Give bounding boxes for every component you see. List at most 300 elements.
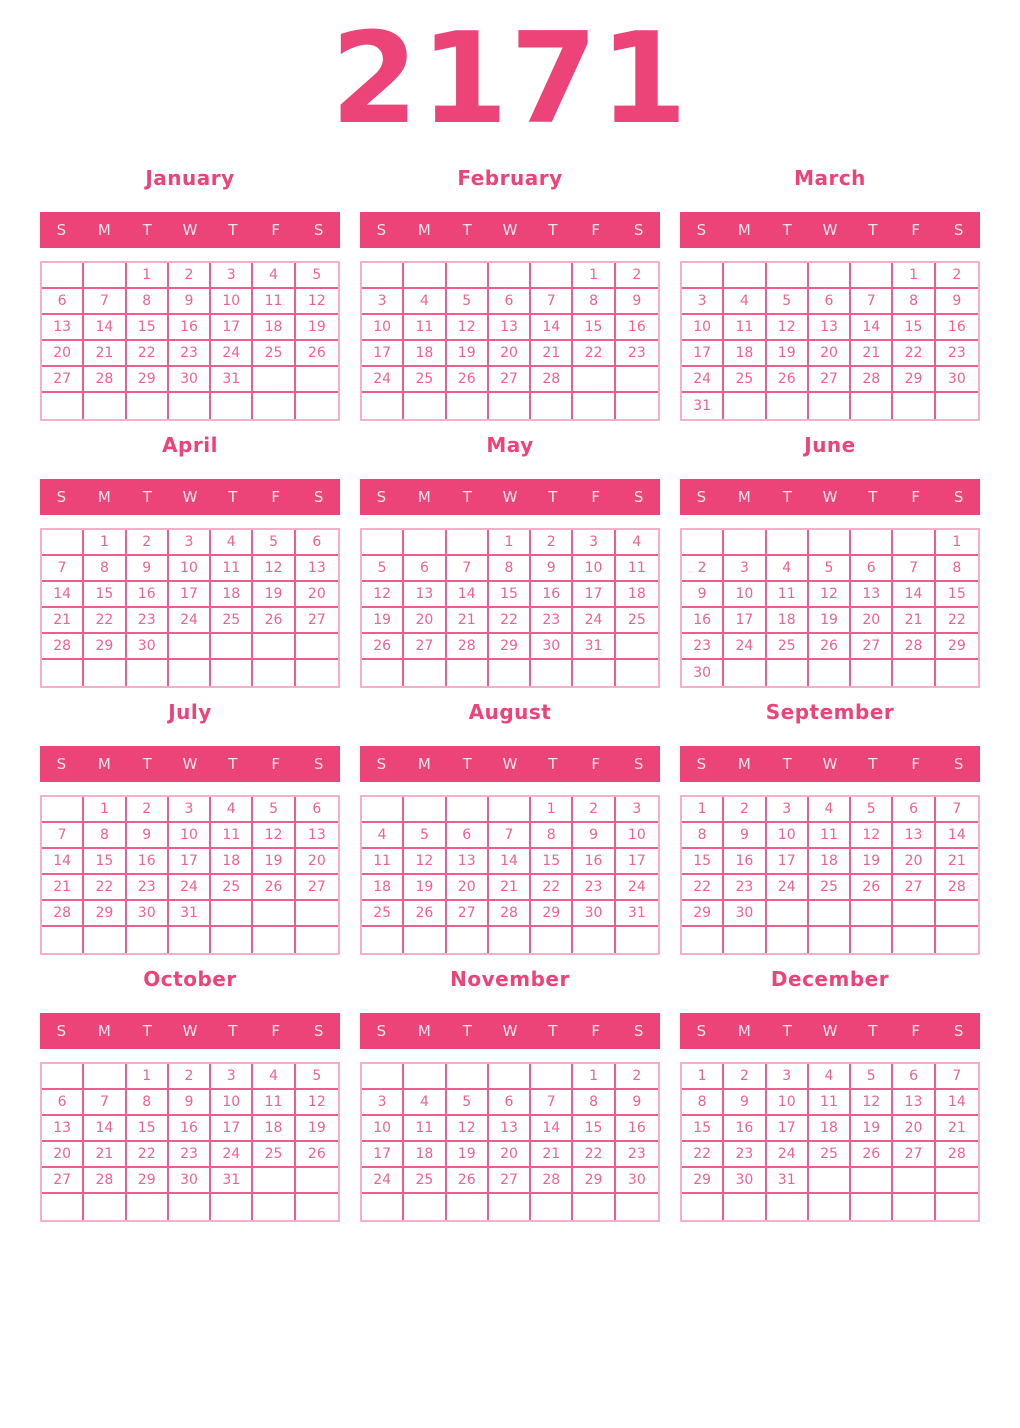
day-cell: 4 <box>211 797 253 823</box>
day-cell: 6 <box>489 1090 531 1116</box>
day-cell: 21 <box>42 875 84 901</box>
empty-day-cell <box>404 1064 446 1090</box>
weekday-label: M <box>97 1022 111 1040</box>
day-cell: 7 <box>531 289 573 315</box>
day-cell: 1 <box>531 797 573 823</box>
day-cell: 25 <box>362 901 404 927</box>
empty-day-cell <box>893 927 935 953</box>
weekday-label: T <box>782 221 792 239</box>
day-cell: 1 <box>936 530 978 556</box>
weekday-label: T <box>462 221 472 239</box>
day-cell: 15 <box>127 1116 169 1142</box>
day-cell: 4 <box>253 1064 295 1090</box>
day-cell: 30 <box>936 367 978 393</box>
week-row <box>42 289 338 315</box>
day-cell: 10 <box>767 1090 809 1116</box>
day-cell: 25 <box>809 1142 851 1168</box>
weekday-label: T <box>142 488 152 506</box>
empty-day-cell <box>127 1194 169 1220</box>
day-cell: 22 <box>936 608 978 634</box>
month-title: March <box>794 166 866 190</box>
empty-day-cell <box>127 393 169 419</box>
empty-day-cell <box>767 1194 809 1220</box>
empty-day-cell <box>253 1194 295 1220</box>
empty-day-cell <box>682 927 724 953</box>
month-block <box>680 969 980 1222</box>
day-cell: 1 <box>682 1064 724 1090</box>
day-cell: 2 <box>127 530 169 556</box>
week-row <box>362 582 658 608</box>
week-row <box>362 927 658 953</box>
day-cell: 27 <box>296 608 338 634</box>
empty-day-cell <box>253 927 295 953</box>
day-cell: 13 <box>296 556 338 582</box>
day-cell: 21 <box>42 608 84 634</box>
weekday-label: F <box>911 755 921 773</box>
day-cell: 28 <box>936 875 978 901</box>
weekday-label: W <box>182 221 198 239</box>
day-cell: 28 <box>893 634 935 660</box>
weekday-label: M <box>417 755 431 773</box>
day-cell: 20 <box>809 341 851 367</box>
day-cell: 3 <box>767 1064 809 1090</box>
day-cell: 2 <box>169 1064 211 1090</box>
day-cell: 29 <box>531 901 573 927</box>
day-cell: 11 <box>724 315 766 341</box>
day-cell: 19 <box>767 341 809 367</box>
week-row <box>42 660 338 686</box>
week-row <box>682 1194 978 1220</box>
day-cell: 28 <box>531 367 573 393</box>
day-cell: 30 <box>127 901 169 927</box>
empty-day-cell <box>253 367 295 393</box>
weekday-header-bar <box>360 1013 660 1049</box>
weekday-label: S <box>953 221 964 239</box>
week-row <box>362 660 658 686</box>
day-cell: 14 <box>489 849 531 875</box>
empty-day-cell <box>404 797 446 823</box>
month-block <box>40 435 340 688</box>
day-cell: 1 <box>127 1064 169 1090</box>
day-cell: 6 <box>851 556 893 582</box>
month-block <box>680 168 980 421</box>
day-cell: 9 <box>169 1090 211 1116</box>
day-cell: 3 <box>682 289 724 315</box>
day-cell: 11 <box>809 823 851 849</box>
day-cell: 3 <box>724 556 766 582</box>
empty-day-cell <box>84 393 126 419</box>
day-cell: 26 <box>296 341 338 367</box>
month-date-table <box>680 261 980 421</box>
day-cell: 31 <box>767 1168 809 1194</box>
week-row <box>42 1168 338 1194</box>
day-cell: 13 <box>42 1116 84 1142</box>
day-cell: 15 <box>573 315 615 341</box>
empty-day-cell <box>682 263 724 289</box>
week-row <box>362 556 658 582</box>
empty-day-cell <box>809 1194 851 1220</box>
empty-day-cell <box>169 660 211 686</box>
empty-day-cell <box>767 263 809 289</box>
day-cell: 5 <box>809 556 851 582</box>
empty-day-cell <box>531 393 573 419</box>
empty-day-cell <box>531 927 573 953</box>
weekday-label: T <box>868 488 878 506</box>
day-cell: 11 <box>211 823 253 849</box>
empty-day-cell <box>809 393 851 419</box>
day-cell: 26 <box>362 634 404 660</box>
day-cell: 19 <box>851 849 893 875</box>
day-cell: 10 <box>169 823 211 849</box>
day-cell: 20 <box>489 341 531 367</box>
day-cell: 6 <box>42 289 84 315</box>
day-cell: 27 <box>893 1142 935 1168</box>
weekday-label: S <box>696 488 707 506</box>
week-row <box>362 1168 658 1194</box>
day-cell: 20 <box>296 582 338 608</box>
day-cell: 7 <box>84 1090 126 1116</box>
empty-day-cell <box>362 393 404 419</box>
weekday-label: M <box>417 221 431 239</box>
day-cell: 29 <box>127 367 169 393</box>
empty-day-cell <box>851 263 893 289</box>
day-cell: 23 <box>127 875 169 901</box>
week-row <box>42 1194 338 1220</box>
empty-day-cell <box>42 393 84 419</box>
day-cell: 28 <box>84 367 126 393</box>
weekday-label: T <box>548 755 558 773</box>
month-title: August <box>468 700 552 724</box>
day-cell: 21 <box>531 341 573 367</box>
day-cell: 11 <box>362 849 404 875</box>
empty-day-cell <box>809 530 851 556</box>
day-cell: 18 <box>724 341 766 367</box>
day-cell: 2 <box>169 263 211 289</box>
day-cell: 29 <box>573 1168 615 1194</box>
week-row <box>42 367 338 393</box>
month-title: September <box>765 700 895 724</box>
calendar-page <box>0 5 1020 1222</box>
day-cell: 10 <box>362 1116 404 1142</box>
empty-day-cell <box>936 927 978 953</box>
month-title: April <box>162 433 218 457</box>
day-cell: 20 <box>404 608 446 634</box>
day-cell: 9 <box>531 556 573 582</box>
empty-day-cell <box>573 660 615 686</box>
weekday-label: T <box>782 1022 792 1040</box>
day-cell: 8 <box>531 823 573 849</box>
empty-day-cell <box>296 634 338 660</box>
day-cell: 20 <box>851 608 893 634</box>
day-cell: 17 <box>767 849 809 875</box>
weekday-label: F <box>271 221 281 239</box>
day-cell: 16 <box>531 582 573 608</box>
empty-day-cell <box>42 1194 84 1220</box>
day-cell: 16 <box>682 608 724 634</box>
day-cell: 31 <box>211 1168 253 1194</box>
day-cell: 19 <box>809 608 851 634</box>
day-cell: 12 <box>253 556 295 582</box>
day-cell: 16 <box>573 849 615 875</box>
weekday-label: W <box>502 755 518 773</box>
week-row <box>42 823 338 849</box>
day-cell: 20 <box>447 875 489 901</box>
weekday-label: T <box>228 1022 238 1040</box>
empty-day-cell <box>767 530 809 556</box>
day-cell: 23 <box>531 608 573 634</box>
weekday-header-bar <box>40 746 340 782</box>
day-cell: 12 <box>447 315 489 341</box>
empty-day-cell <box>893 393 935 419</box>
week-row <box>42 393 338 419</box>
day-cell: 18 <box>404 341 446 367</box>
empty-day-cell <box>682 530 724 556</box>
week-row <box>682 1168 978 1194</box>
day-cell: 7 <box>84 289 126 315</box>
day-cell: 7 <box>851 289 893 315</box>
empty-day-cell <box>936 1194 978 1220</box>
empty-day-cell <box>362 797 404 823</box>
weekday-label: W <box>502 1022 518 1040</box>
day-cell: 8 <box>573 1090 615 1116</box>
day-cell: 6 <box>489 289 531 315</box>
day-cell: 18 <box>767 608 809 634</box>
day-cell: 27 <box>404 634 446 660</box>
day-cell: 31 <box>169 901 211 927</box>
day-cell: 5 <box>253 530 295 556</box>
weekday-header-bar <box>360 746 660 782</box>
empty-day-cell <box>169 634 211 660</box>
day-cell: 26 <box>447 367 489 393</box>
day-cell: 18 <box>404 1142 446 1168</box>
day-cell: 23 <box>724 875 766 901</box>
weekday-label: M <box>417 488 431 506</box>
day-cell: 27 <box>851 634 893 660</box>
weekday-label: T <box>142 755 152 773</box>
day-cell: 26 <box>851 875 893 901</box>
week-row <box>362 367 658 393</box>
day-cell: 24 <box>616 875 658 901</box>
week-row <box>682 289 978 315</box>
empty-day-cell <box>531 660 573 686</box>
weekday-label: F <box>271 1022 281 1040</box>
day-cell: 2 <box>531 530 573 556</box>
empty-day-cell <box>573 393 615 419</box>
day-cell: 6 <box>893 797 935 823</box>
day-cell: 25 <box>809 875 851 901</box>
day-cell: 29 <box>84 901 126 927</box>
day-cell: 31 <box>211 367 253 393</box>
day-cell: 9 <box>127 823 169 849</box>
day-cell: 5 <box>296 1064 338 1090</box>
day-cell: 6 <box>893 1064 935 1090</box>
weekday-label: F <box>911 488 921 506</box>
day-cell: 5 <box>767 289 809 315</box>
weekday-label: S <box>953 488 964 506</box>
empty-day-cell <box>211 927 253 953</box>
empty-day-cell <box>809 901 851 927</box>
day-cell: 12 <box>447 1116 489 1142</box>
day-cell: 30 <box>682 660 724 686</box>
empty-day-cell <box>767 660 809 686</box>
day-cell: 9 <box>127 556 169 582</box>
empty-day-cell <box>42 263 84 289</box>
weekday-label: S <box>696 221 707 239</box>
day-cell: 14 <box>84 1116 126 1142</box>
month-title: May <box>486 433 534 457</box>
day-cell: 25 <box>724 367 766 393</box>
day-cell: 7 <box>936 1064 978 1090</box>
day-cell: 15 <box>573 1116 615 1142</box>
day-cell: 2 <box>616 1064 658 1090</box>
weekday-header-bar <box>40 212 340 248</box>
day-cell: 11 <box>404 1116 446 1142</box>
day-cell: 28 <box>936 1142 978 1168</box>
day-cell: 15 <box>936 582 978 608</box>
weekday-label: F <box>591 488 601 506</box>
empty-day-cell <box>616 927 658 953</box>
week-row <box>42 1142 338 1168</box>
day-cell: 17 <box>362 341 404 367</box>
weekday-label: S <box>633 1022 644 1040</box>
empty-day-cell <box>84 927 126 953</box>
day-cell: 9 <box>616 1090 658 1116</box>
day-cell: 3 <box>362 289 404 315</box>
day-cell: 20 <box>489 1142 531 1168</box>
day-cell: 15 <box>893 315 935 341</box>
day-cell: 5 <box>447 289 489 315</box>
empty-day-cell <box>573 367 615 393</box>
week-row <box>682 315 978 341</box>
day-cell: 1 <box>489 530 531 556</box>
weekday-label: F <box>271 755 281 773</box>
weekday-label: W <box>182 1022 198 1040</box>
week-row <box>362 393 658 419</box>
day-cell: 10 <box>616 823 658 849</box>
day-cell: 8 <box>127 1090 169 1116</box>
week-row <box>682 530 978 556</box>
week-row <box>682 556 978 582</box>
day-cell: 11 <box>809 1090 851 1116</box>
week-row <box>42 556 338 582</box>
empty-day-cell <box>851 530 893 556</box>
empty-day-cell <box>531 1064 573 1090</box>
day-cell: 24 <box>211 1142 253 1168</box>
day-cell: 22 <box>573 1142 615 1168</box>
week-row <box>682 849 978 875</box>
day-cell: 15 <box>489 582 531 608</box>
empty-day-cell <box>489 797 531 823</box>
empty-day-cell <box>936 901 978 927</box>
weekday-label: M <box>737 1022 751 1040</box>
day-cell: 20 <box>42 1142 84 1168</box>
day-cell: 27 <box>489 1168 531 1194</box>
day-cell: 4 <box>404 1090 446 1116</box>
day-cell: 10 <box>767 823 809 849</box>
day-cell: 4 <box>767 556 809 582</box>
empty-day-cell <box>724 393 766 419</box>
day-cell: 25 <box>253 1142 295 1168</box>
empty-day-cell <box>893 1194 935 1220</box>
weekday-label: T <box>462 755 472 773</box>
empty-day-cell <box>84 1064 126 1090</box>
weekday-label: F <box>911 1022 921 1040</box>
empty-day-cell <box>404 927 446 953</box>
day-cell: 25 <box>767 634 809 660</box>
day-cell: 22 <box>84 875 126 901</box>
weekday-label: S <box>56 488 67 506</box>
day-cell: 17 <box>616 849 658 875</box>
day-cell: 6 <box>809 289 851 315</box>
day-cell: 29 <box>682 901 724 927</box>
day-cell: 24 <box>724 634 766 660</box>
empty-day-cell <box>404 1194 446 1220</box>
week-row <box>682 823 978 849</box>
empty-day-cell <box>724 263 766 289</box>
day-cell: 11 <box>253 1090 295 1116</box>
empty-day-cell <box>42 530 84 556</box>
week-row <box>682 1064 978 1090</box>
day-cell: 22 <box>573 341 615 367</box>
day-cell: 24 <box>767 875 809 901</box>
day-cell: 7 <box>42 823 84 849</box>
day-cell: 14 <box>42 849 84 875</box>
day-cell: 24 <box>362 1168 404 1194</box>
weekday-label: F <box>591 755 601 773</box>
month-title: July <box>168 700 212 724</box>
day-cell: 21 <box>447 608 489 634</box>
week-row <box>362 849 658 875</box>
day-cell: 28 <box>42 901 84 927</box>
day-cell: 3 <box>211 263 253 289</box>
day-cell: 17 <box>682 341 724 367</box>
weekday-label: S <box>313 488 324 506</box>
day-cell: 4 <box>724 289 766 315</box>
month-block <box>680 702 980 955</box>
empty-day-cell <box>404 660 446 686</box>
day-cell: 23 <box>169 341 211 367</box>
day-cell: 19 <box>447 341 489 367</box>
empty-day-cell <box>362 660 404 686</box>
empty-day-cell <box>447 797 489 823</box>
day-cell: 13 <box>296 823 338 849</box>
day-cell: 23 <box>936 341 978 367</box>
day-cell: 28 <box>489 901 531 927</box>
day-cell: 4 <box>616 530 658 556</box>
weekday-header-bar <box>680 1013 980 1049</box>
empty-day-cell <box>84 660 126 686</box>
weekday-label: S <box>696 755 707 773</box>
day-cell: 28 <box>531 1168 573 1194</box>
day-cell: 9 <box>169 289 211 315</box>
day-cell: 11 <box>767 582 809 608</box>
day-cell: 8 <box>573 289 615 315</box>
day-cell: 1 <box>84 797 126 823</box>
day-cell: 20 <box>893 1116 935 1142</box>
weekday-label: M <box>97 488 111 506</box>
day-cell: 22 <box>682 1142 724 1168</box>
empty-day-cell <box>489 393 531 419</box>
day-cell: 14 <box>936 823 978 849</box>
day-cell: 29 <box>936 634 978 660</box>
weekday-label: M <box>737 755 751 773</box>
month-title: October <box>143 967 237 991</box>
week-row <box>682 901 978 927</box>
weekday-label: S <box>376 1022 387 1040</box>
weekday-label: T <box>548 488 558 506</box>
day-cell: 27 <box>296 875 338 901</box>
empty-day-cell <box>616 393 658 419</box>
